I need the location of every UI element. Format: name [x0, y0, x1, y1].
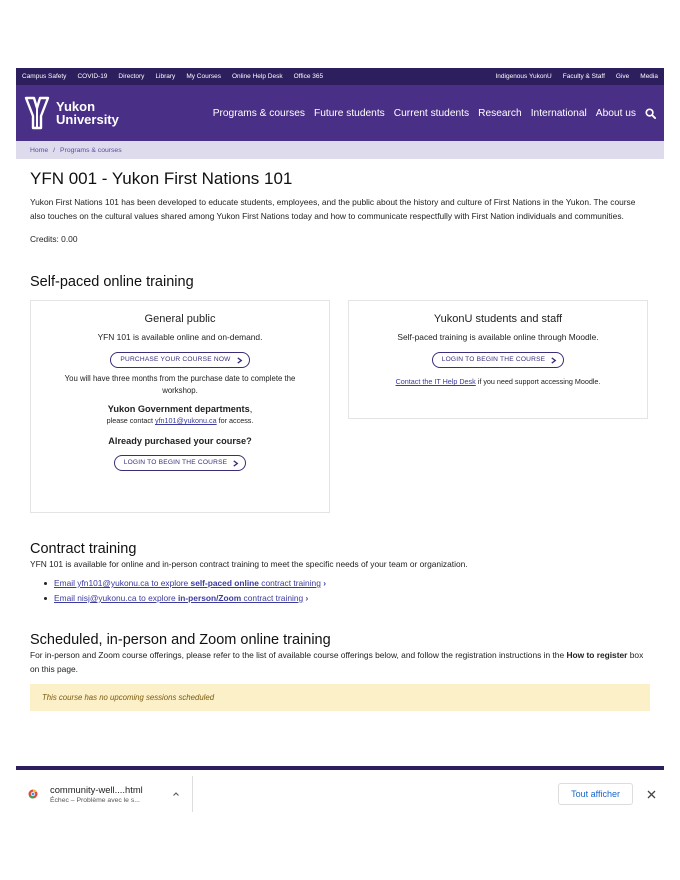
nav-current-students[interactable]: Current students — [393, 107, 470, 119]
purchase-course-button[interactable] — [110, 352, 249, 368]
logo-line2: University — [56, 112, 119, 127]
nav-programs[interactable]: Programs & courses — [212, 107, 305, 119]
gov-contact-pre: please contact — [106, 416, 155, 425]
utility-link[interactable]: Indigenous YukonU — [495, 73, 552, 80]
utility-link[interactable]: COVID-19 — [77, 73, 108, 80]
gov-contact-post: for access. — [216, 416, 254, 425]
gov-comma: , — [249, 404, 253, 414]
nav-research[interactable]: Research — [478, 107, 522, 119]
purchase-course-label: PURCHASE YOUR COURSE NOW — [120, 356, 231, 363]
breadcrumb — [16, 141, 664, 159]
login-course-button[interactable] — [114, 455, 247, 471]
login-course-label: LOGIN TO BEGIN THE COURSE — [123, 459, 228, 466]
list-item — [44, 591, 650, 606]
students-card-text: Self-paced training is available online through Moodle. — [397, 332, 599, 342]
contract-link1-post: contract training — [258, 578, 321, 588]
chrome-file-icon — [28, 789, 38, 799]
utility-bar — [16, 68, 664, 85]
gov-heading: Yukon Government departments — [107, 404, 250, 414]
contract-link2-pre: Email nisj@yukonu.ca to explore — [54, 593, 178, 603]
yukon-logo-icon — [24, 96, 50, 130]
gov-email-link[interactable]: yfn101@yukonu.ca — [154, 416, 217, 425]
scheduled-heading: Scheduled, in-person and Zoom online training — [30, 632, 331, 648]
utility-link[interactable]: Campus Safety — [22, 73, 67, 80]
chevron-right-icon: › — [305, 593, 309, 603]
site-logo[interactable] — [24, 96, 119, 130]
it-helpdesk-link[interactable]: Contact the IT Help Desk — [395, 377, 476, 386]
close-icon[interactable] — [647, 790, 656, 799]
public-card-title: General public — [144, 313, 216, 325]
contract-heading: Contract training — [30, 541, 137, 557]
download-status: Échec – Problème avec le s... — [50, 797, 140, 804]
logo-line1: Yukon — [56, 99, 96, 114]
utility-link[interactable]: Office 365 — [293, 73, 324, 80]
utility-link[interactable]: Online Help Desk — [232, 73, 283, 80]
contract-text: YFN 101 is available for online and in-person contract training to meet the specific needs of your team or organization. — [30, 559, 468, 569]
contract-link2-post: contract training — [241, 593, 304, 603]
chevron-right-icon — [236, 357, 243, 364]
chevron-right-icon — [550, 357, 557, 364]
main-content — [16, 170, 664, 711]
utility-link[interactable]: Media — [640, 73, 658, 80]
breadcrumb-home[interactable]: Home — [30, 146, 49, 154]
contract-link1-bold: self-paced online — [190, 578, 259, 588]
helpdesk-note: if you need support accessing Moodle. — [475, 377, 601, 386]
breadcrumb-current[interactable]: Programs & courses — [60, 146, 122, 154]
credits: Credits: 0.00 — [30, 234, 78, 244]
utility-link[interactable]: Faculty & Staff — [562, 73, 605, 80]
chevron-right-icon: › — [323, 578, 326, 588]
download-item[interactable] — [16, 776, 193, 812]
scheduled-text-pre: For in-person and Zoom course offerings, please refer to the list of available course offerings below, and follow the registration instructions in the — [30, 650, 567, 660]
download-bar — [16, 766, 664, 818]
utility-link[interactable]: Give — [615, 73, 630, 80]
no-sessions-alert — [30, 684, 650, 711]
chevron-right-icon — [232, 460, 239, 467]
show-all-button[interactable]: Tout afficher — [558, 783, 633, 805]
utility-link[interactable]: My Courses — [186, 73, 221, 80]
breadcrumb-separator: / — [53, 146, 56, 154]
public-card — [30, 300, 330, 513]
nav-future-students[interactable]: Future students — [313, 107, 385, 119]
chevron-up-icon[interactable] — [172, 790, 180, 798]
purchase-note: You will have three months from the purchase date to complete the workshop. — [64, 374, 296, 395]
utility-link[interactable]: Directory — [118, 73, 145, 80]
contract-inperson-link[interactable] — [54, 593, 303, 603]
list-item — [44, 576, 650, 591]
public-card-text: YFN 101 is available online and on-demand. — [97, 332, 263, 342]
contract-link1-pre: Email yfn101@yukonu.ca to explore — [54, 578, 191, 588]
students-card — [348, 300, 648, 419]
purchased-heading: Already purchased your course? — [108, 436, 252, 446]
download-filename: community-well....html — [50, 784, 143, 795]
utility-link[interactable]: Library — [155, 73, 176, 80]
selfpaced-heading: Self-paced online training — [30, 274, 194, 290]
contract-link2-bold: in-person/Zoom — [177, 593, 242, 603]
contract-selfpaced-link[interactable] — [54, 578, 321, 588]
scheduled-text-post: box on this page. — [30, 650, 644, 674]
scheduled-text-bold: How to register — [566, 650, 628, 660]
page-title: YFN 001 - Yukon First Nations 101 — [30, 169, 293, 188]
main-header — [16, 85, 664, 141]
course-description: Yukon First Nations 101 has been developed to educate students, employees, and the public about the history and culture of First Nations in the Yukon. The course also touches on the cultural values shared among Yukon First Nations today and how to communicate respectfully with First Nation individuals and communities. — [30, 197, 636, 221]
students-card-title: YukonU students and staff — [433, 313, 563, 325]
moodle-login-button[interactable] — [432, 352, 565, 368]
nav-about[interactable]: About us — [595, 107, 636, 119]
search-icon[interactable] — [645, 108, 656, 119]
contract-list — [44, 576, 650, 606]
nav-international[interactable]: International — [530, 107, 587, 119]
no-sessions-text: This course has no upcoming sessions scheduled — [42, 692, 215, 702]
moodle-login-label: LOGIN TO BEGIN THE COURSE — [441, 356, 546, 363]
